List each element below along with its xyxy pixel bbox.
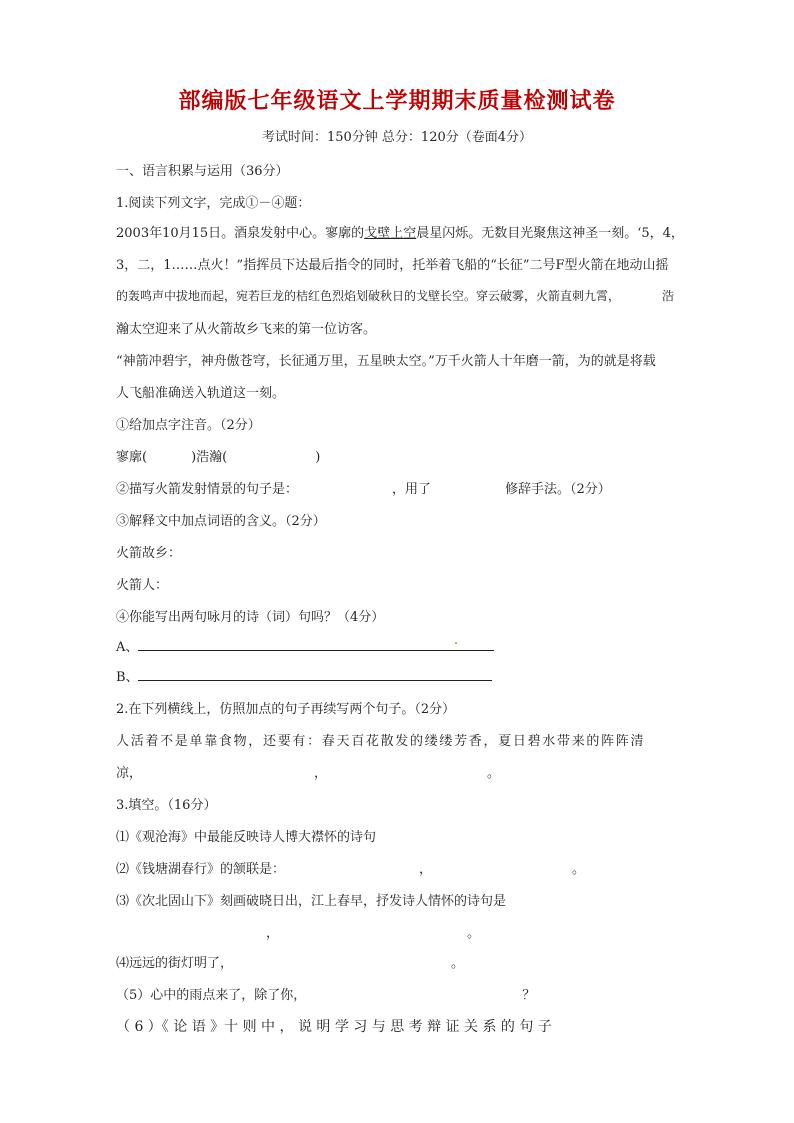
stray-dot	[455, 642, 457, 644]
fill-item-3: ⑶《次北固山下》刻画破晓日出，江上春早，抒发诗人情怀的诗句是	[116, 894, 507, 909]
question-2-blanks: 凉， ， 。	[116, 766, 501, 781]
underlined-text: 戈壁上空	[364, 226, 417, 241]
passage-line: 3，二，1……点火！”指挥员下达最后指令的同时，托举着飞船的“长征”二号F型火箭在地动山摇	[116, 258, 669, 273]
fill-item-6: （ 6 ）《 论 语 》十 则 中 ， 说 明 学 习 与 思 考 辩 证 关 系 的 句 子	[116, 1019, 552, 1035]
sub-question-3: ③解释文中加点词语的含义。（2分）	[116, 514, 326, 529]
section-heading: 一、语言积累与运用（36分）	[116, 164, 289, 179]
fill-item-2: ⑵《钱塘湖春行》的颔联是： ， 。	[116, 862, 586, 877]
term-rocket-people: 火箭人：	[116, 578, 169, 593]
answer-line-a[interactable]	[138, 650, 494, 651]
sub-question-1: ①给加点字注音。（2分）	[116, 418, 261, 433]
term-rocket-hometown: 火箭故乡：	[116, 546, 182, 561]
question-2-prompt: 2.在下列横线上，仿照加点的句子再续写两个句子。（2分）	[116, 702, 456, 717]
answer-label-a: A、	[116, 640, 139, 655]
fill-item-1: ⑴《观沧海》中最能反映诗人博大襟怀的诗句	[116, 830, 377, 845]
passage-text: 晨星闪烁。无数目光聚焦这神圣一刻。‘5，4，	[416, 226, 684, 241]
passage-text: 浩	[662, 289, 675, 303]
passage-text: 寥廓的	[325, 226, 365, 241]
fill-item-5: （5）心中的雨点来了，除了你， ？	[116, 988, 536, 1003]
question-3-prompt: 3.填空。（16分）	[116, 798, 217, 813]
fill-item-3-blanks: ， 。	[266, 926, 481, 941]
passage-text: 2003年10月15日。酒泉发射中心。	[116, 226, 326, 241]
passage-line: 人飞船准确送入轨道这一刻。	[116, 386, 286, 401]
passage-text: 的轰鸣声中拔地而起，宛若巨龙的桔红色烈焰划破秋日的戈壁长空。穿云破雾，火箭直刺九霄，	[116, 289, 621, 303]
answer-line-b[interactable]	[138, 680, 492, 681]
page-title: 部编版七年级语文上学期期末质量检测试卷	[178, 89, 616, 114]
question-2-sentence: 人活着不是单靠食物，还要有：春天百花散发的缕缕芳香，夏日碧水带来的阵阵清	[116, 734, 646, 749]
question-1-prompt: 1.阅读下列文字，完成①－④题：	[116, 196, 311, 211]
passage-line	[116, 222, 684, 241]
answer-label-b: B、	[116, 670, 139, 685]
sub-question-4: ④你能写出两句咏月的诗（词）句吗？（4分）	[116, 610, 385, 625]
passage-line	[116, 287, 674, 304]
passage-line: 瀚太空迎来了从火箭故乡飞来的第一位访客。	[116, 322, 377, 337]
sub-question-2: ②描写火箭发射情景的句子是： ，用了 修辞手法。（2分）	[116, 482, 611, 497]
pinyin-answer-line: 寥廓( )浩瀚( )	[116, 450, 321, 465]
fill-item-4: ⑷远远的街灯明了， 。	[116, 956, 465, 971]
passage-line: “神箭冲碧宇，神舟傲苍穹，长征通万里，五星映太空。”万千火箭人十年磨一箭，为的就是将载	[116, 354, 656, 369]
exam-info: 考试时间：150分钟 总分：120分（卷面4分）	[261, 130, 533, 145]
